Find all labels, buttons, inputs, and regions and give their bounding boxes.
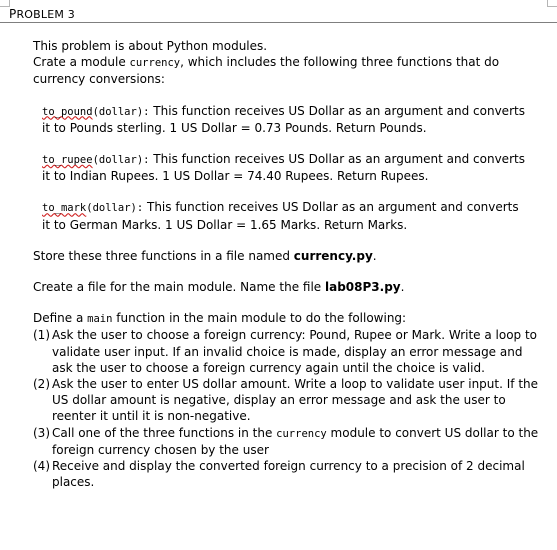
- step-text: Ask the user to choose a foreign currency: Pound, Rupee or Mark. Write a loop to validate user input. If an invalid choice is made, display an error message and ask the user to choose a foreign currency again until the choice is valid.: [52, 328, 538, 375]
- step-text: [52, 425, 543, 458]
- function-signature-code: (dollar):: [92, 154, 150, 167]
- store-text: Store these three functions in a file named: [33, 248, 294, 263]
- intro-line-3: currency conversions:: [33, 72, 165, 87]
- function-line-1: [42, 103, 543, 120]
- step-text: Ask the user to enter US dollar amount. Write a loop to validate user input. If the US dollar amount is negative, display an error message and ask the user to reenter it until it is non-negative.: [52, 377, 539, 424]
- intro-line-1: This problem is about Python modules.: [33, 39, 268, 53]
- problem-body: [33, 38, 543, 490]
- define-instruction: [33, 310, 543, 327]
- step-item-3: [33, 425, 543, 458]
- store-filename: currency.py: [293, 248, 373, 263]
- function-line-1: [42, 199, 543, 216]
- main-filename: lab08P3.py: [324, 280, 401, 295]
- main-function-code: main: [87, 313, 113, 326]
- intro-line-2-end: , which includes the following three functions that do: [180, 55, 500, 70]
- function-description-to-pound: [42, 103, 543, 136]
- function-line-1: [42, 151, 543, 168]
- heading-initial: P: [9, 7, 17, 21]
- module-name-code: currency: [129, 57, 181, 70]
- main-file-instruction: [33, 279, 543, 295]
- intro-line-2: [33, 54, 543, 71]
- function-name-code: to_rupee: [42, 154, 93, 167]
- function-desc: This function receives US Dollar as an argument and converts: [149, 152, 525, 167]
- module-name-code: currency: [276, 427, 327, 440]
- steps-list: [33, 327, 543, 490]
- function-line-2: it to Indian Rupees. 1 US Dollar = 74.40 Rupees. Return Rupees.: [42, 169, 429, 184]
- function-desc: This function receives US Dollar as an argument and converts: [143, 200, 519, 215]
- step-item-1: [33, 327, 543, 376]
- page-corner-mark-right: [547, 0, 557, 7]
- function-line-2: it to German Marks. 1 US Dollar = 1.65 Marks. Return Marks.: [42, 217, 408, 232]
- step-text-end: module to convert US dollar to the foreign currency chosen by the user: [52, 425, 539, 457]
- problem-heading: [9, 7, 75, 21]
- function-desc: This function receives US Dollar as an argument and converts: [149, 103, 525, 118]
- step-text: Receive and display the converted foreign currency to a precision of 2 decimal places.: [52, 459, 525, 490]
- define-text-end: function in the main module to do the following:: [112, 311, 407, 326]
- function-name-code: to_pound: [42, 105, 93, 118]
- intro-paragraph: [33, 38, 543, 88]
- heading-divider: [0, 22, 557, 23]
- step-text-start: Call one of the three functions in the: [52, 425, 277, 440]
- function-description-to-rupee: [42, 151, 543, 184]
- main-file-text: Create a file for the main module. Name the file: [33, 280, 325, 295]
- store-period: .: [372, 248, 377, 263]
- step-item-2: [33, 376, 543, 425]
- function-description-to-mark: [42, 199, 543, 232]
- intro-line-2-start: Crate a module: [33, 55, 130, 70]
- step-number: (1): [33, 328, 50, 343]
- page-corner-mark-left: [0, 0, 10, 7]
- store-instruction: [33, 248, 543, 264]
- step-number: (2): [33, 377, 50, 392]
- main-file-period: .: [400, 280, 405, 295]
- heading-rest: ROBLEM 3: [16, 8, 75, 21]
- define-text: Define a: [33, 311, 88, 326]
- function-line-2: it to Pounds sterling. 1 US Dollar = 0.73 Pounds. Return Pounds.: [42, 120, 427, 135]
- step-number: (3): [33, 425, 50, 440]
- function-signature-code: (dollar):: [92, 105, 150, 118]
- step-item-4: [33, 458, 543, 490]
- function-signature-code: (dollar):: [86, 202, 144, 215]
- step-number: (4): [33, 459, 50, 474]
- function-name-code: to_mark: [42, 202, 87, 215]
